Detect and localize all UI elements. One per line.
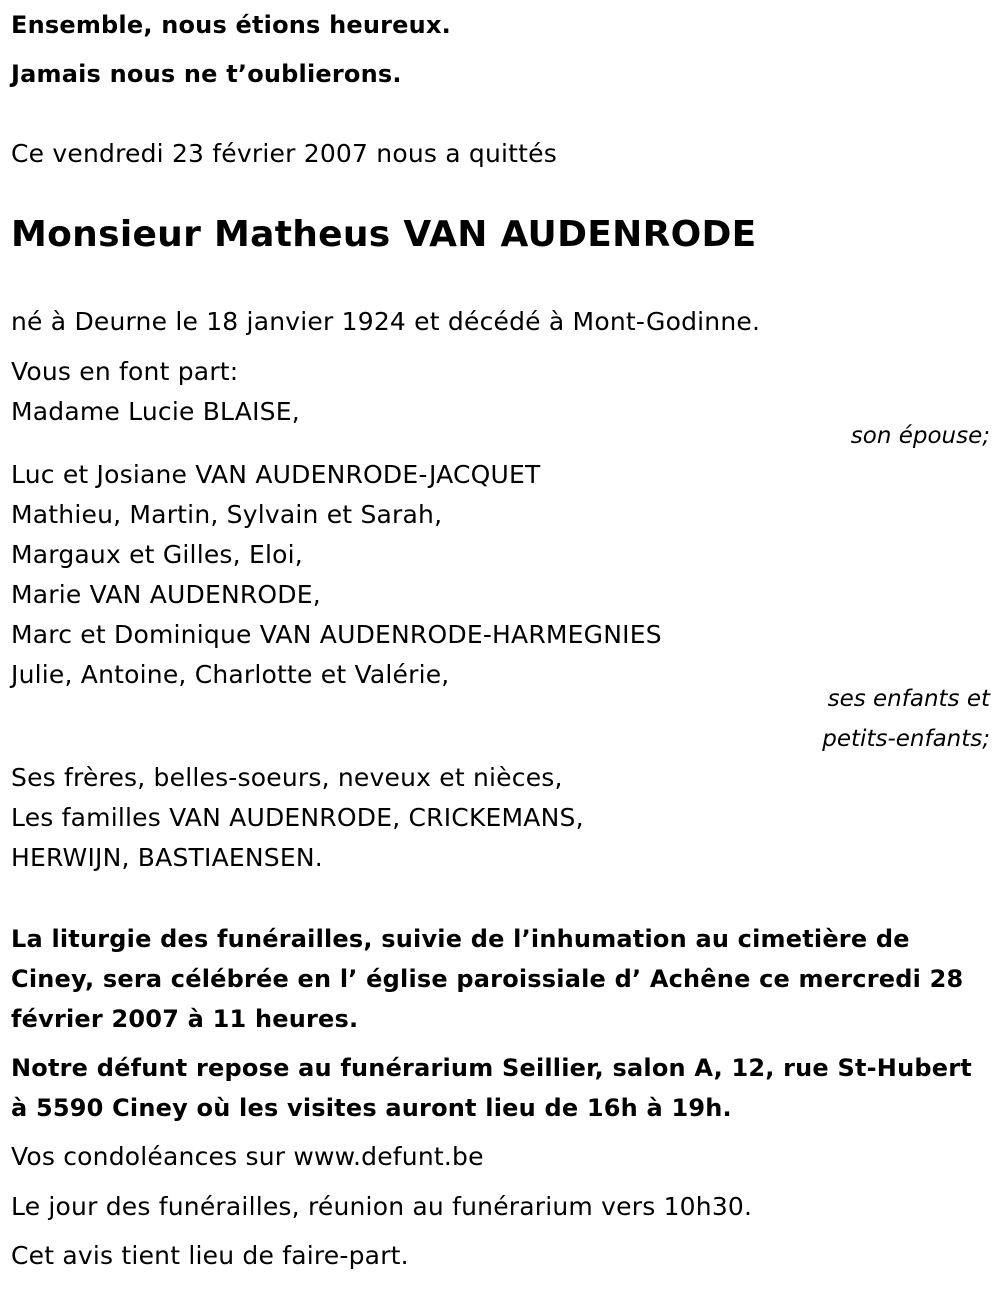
family-line: HERWIJN, BASTIAENSEN. — [11, 843, 323, 872]
deceased-name: Monsieur Matheus VAN AUDENRODE — [11, 214, 757, 255]
condolences-text: Vos condoléances sur www.defunt.be — [11, 1142, 484, 1171]
birth-death-text: né à Deurne le 18 janvier 1924 et décédé à Mont-Godinne. — [11, 307, 761, 336]
meeting-text: Le jour des funérailles, réunion au funérarium vers 10h30. — [11, 1192, 753, 1221]
children-line: Luc et Josiane VAN AUDENRODE-JACQUET — [11, 460, 541, 489]
visit-details: Notre défunt repose au funérarium Seillier, salon A, 12, rue St-Hubert à 5590 Ciney où les visites auront lieu de 16h à 19h. — [11, 1054, 972, 1122]
quote-line-2: Jamais nous ne t’oublierons. — [11, 60, 402, 88]
funeral-details: La liturgie des funérailles, suivie de l’inhumation au cimetière de Ciney, sera célébrée en l’ église paroissiale d’ Achêne ce mercredi 28 février 2007 à 11 heures. — [11, 925, 964, 1033]
children-role-line-2: petits-enfants; — [822, 726, 990, 752]
family-line: Ses frères, belles-soeurs, neveux et nièces, — [11, 763, 563, 792]
children-role-line-1: ses enfants et — [827, 686, 990, 712]
quote-line-1: Ensemble, nous étions heureux. — [11, 11, 451, 39]
family-line: Les familles VAN AUDENRODE, CRICKEMANS, — [11, 803, 584, 832]
children-line: Margaux et Gilles, Eloi, — [11, 540, 303, 569]
children-line: Julie, Antoine, Charlotte et Valérie, — [11, 660, 450, 689]
children-line: Mathieu, Martin, Sylvain et Sarah, — [11, 500, 443, 529]
intro-text: Ce vendredi 23 février 2007 nous a quittés — [11, 139, 557, 168]
children-line: Marie VAN AUDENRODE, — [11, 580, 321, 609]
notice-text: Cet avis tient lieu de faire-part. — [11, 1241, 409, 1270]
spouse-role: son épouse; — [850, 423, 990, 449]
children-line: Marc et Dominique VAN AUDENRODE-HARMEGNIES — [11, 620, 662, 649]
announce-text: Vous en font part: — [11, 357, 239, 386]
spouse-name: Madame Lucie BLAISE, — [11, 397, 300, 426]
